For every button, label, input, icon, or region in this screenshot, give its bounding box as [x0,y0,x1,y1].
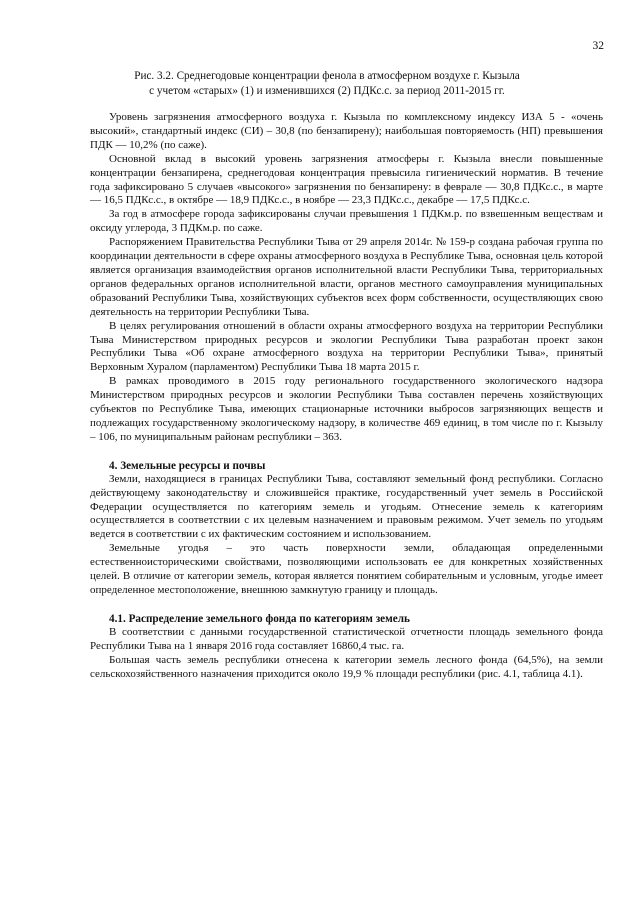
subsection-heading: 4.1. Распределение земельного фонда по категориям земель [109,612,410,625]
figure-caption [92,69,562,99]
page-number: 32 [592,40,604,52]
paragraph: Основной вклад в высокий уровень загрязнения атмосферы г. Кызыла внесли повышенные концентрации бензапирена, среднегодовая концентрация превысила гигиенический норматив. В течение года зафиксировано 5 случаев «высокого» загрязнения по бензапирену: в феврале — 30,8 ПДКс.с., в марте — 16,5 ПДКс.с., в октябре — 18,9 ПДКс.с., в ноябре — 23,3 ПДКс.с., декабре — 17,5 ПДКс.с. [90,152,603,207]
paragraph: За год в атмосфере города зафиксированы случаи превышения 1 ПДКм.р. по взвешенным веществам и оксиду углерода, 3 ПДКм.р. по саже. [90,208,603,235]
paragraph: Уровень загрязнения атмосферного воздуха г. Кызыла по комплексному индексу ИЗА 5 - «очень высокий», стандартный индекс (СИ) – 30,8 (по бензапирену); наибольшая повторяемость (НП) превышения ПДК — 10,2% (по саже). [90,111,603,151]
figure-caption-line: с учетом «старых» (1) и изменившихся (2) ПДКс.с. за период 2011-2015 гг. [149,85,505,97]
paragraph: Распоряжением Правительства Республики Тыва от 29 апреля 2014г. № 159-р создана рабочая группа по координации деятельности в сфере охраны атмосферного воздуха в Республике Тыва, основная цель которой является организация взаимодействия органов исполнительной власти Республики Тыва, территориальных органов федеральных органов исполнительной власти, органов местного самоуправления муниципальных образований Республики Тыва, хозяйствующих субъектов всех форм собственности, осуществляющих свою деятельность на территории Республики Тыва. [90,236,603,318]
section-heading: 4. Земельные ресурсы и почвы [109,459,266,472]
paragraph: Земли, находящиеся в границах Республики Тыва, составляют земельный фонд республики. Согласно действующему законодательству и сложившейся практике, государственный учет земель в Российской Федерации осуществляется по категориям земель и угодьям. Отнесение земель к категориям осуществляется в соответствии с их целевым назначением и правовым режимом. Учет земель по угодьям ведется в соответствии с их фактическим состоянием и использованием. [90,472,603,541]
paragraph: Большая часть земель республики отнесена к категории земель лесного фонда (64,5%), на земли сельскохозяйственного назначения приходится около 19,9 % площади республики (рис. 4.1, таблица 4.1). [90,653,603,680]
paragraph: В рамках проводимого в 2015 году регионального государственного экологического надзора Министерством природных ресурсов и экологии Республики Тыва составлен перечень хозяйствующих субъектов по Республике Тыва, имеющих стационарные источники выбросов загрязняющих веществ и подлежащих государственному экологическому надзору, в количестве 469 единиц, в том числе по г. Кызылу – 106, по муниципальным районам республики – 363. [90,375,603,443]
figure-caption-line: Рис. 3.2. Среднегодовые концентрации фенола в атмосферном воздухе г. Кызыла [134,70,520,82]
paragraph: В соответствии с данными государственной статистической отчетности площадь земельного фонда Республики Тыва на 1 января 2016 года составляет 16860,4 тыс. га. [90,625,603,652]
paragraph: Земельные угодья – это часть поверхности земли, обладающая определенными естественноисторическими свойствами, позволяющими использовать ее для конкретных хозяйственных целей. В отличие от категории земель, которая является понятием собирательным и условным, угодье имеет определенное местоположение, внешнюю замкнутую границу и площадь. [90,542,603,596]
document-body [90,111,603,682]
paragraph: В целях регулирования отношений в области охраны атмосферного воздуха на территории Республики Тыва Министерством природных ресурсов и экологии Республики Тыва разработан проект закон Республики Тыва «Об охране атмосферного воздуха на территории Республики Тыва», принятый Верховным Хуралом (парламентом) Республики Тыва 18 марта 2015 г. [90,319,603,374]
